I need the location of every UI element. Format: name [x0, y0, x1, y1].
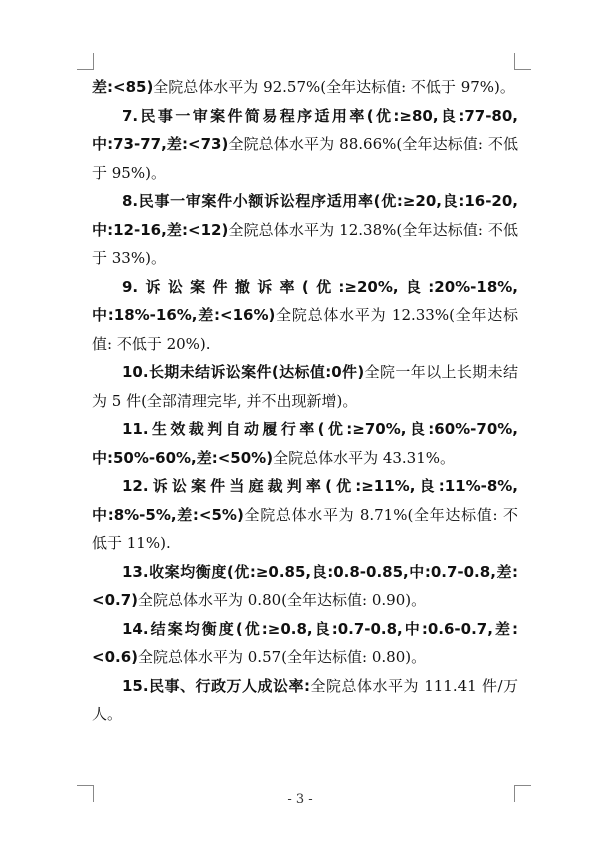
result-text: 全院总体水平为 88.66%(全年达标值: 不低于 95%)。: [92, 135, 518, 182]
result-text: 全院总体水平为 12.33%(全年达标值: 不低于 20%).: [92, 306, 518, 353]
document-body: [92, 73, 518, 729]
paragraph-item-9: [92, 273, 518, 359]
page-number: - 3 -: [287, 792, 313, 807]
paragraph-item-7: [92, 102, 518, 188]
criteria-text: 15.民事、行政万人成讼率:: [122, 676, 310, 695]
paragraph-item-12: [92, 472, 518, 558]
paragraph-item-8: [92, 187, 518, 273]
result-text: 全院总体水平为 8.71%(全年达标值: 不低于 11%).: [92, 505, 518, 552]
result-text: 全院总体水平为 12.38%(全年达标值: 不低于 33%)。: [92, 220, 518, 267]
criteria-text: 10.长期未结诉讼案件(达标值:0件): [122, 363, 365, 381]
criteria-text: 11.生效裁判自动履行率(优:≥70%,良:60%-70%,中:50%-60%,差:<50%): [92, 420, 518, 467]
criteria-text: 14.结案均衡度(优:≥0.8,良:0.7-0.8,中:0.6-0.7,差:<0.6): [92, 619, 518, 666]
criteria-text: 7.民事一审案件简易程序适用率(优:≥80,良:77-80,中:73-77,差:<73): [92, 106, 518, 153]
criteria-text: 8.民事一审案件小额诉讼程序适用率(优:≥20,良:16-20,中:12-16,差:<12): [92, 192, 518, 239]
result-text: 全院总体水平为 43.31%。: [273, 448, 456, 467]
paragraph-item-10: [92, 358, 518, 415]
result-text: 全院总体水平为 111.41 件/万人。: [92, 676, 518, 723]
result-text: 全院总体水平为 92.57%(全年达标值: 不低于 97%)。: [153, 78, 515, 96]
result-text: 全院总体水平为 0.57(全年达标值: 0.80)。: [138, 648, 427, 666]
crop-mark-top-left: [77, 53, 94, 70]
criteria-text: 9.诉讼案件撤诉率(优:≥20%,良:20%-18%,中:18%-16%,差:<16%): [92, 277, 518, 324]
result-text: 全院一年以上长期未结为 5 件(全部清理完毕, 并不出现新增)。: [92, 363, 518, 410]
criteria-text: 差:<85): [92, 78, 154, 96]
paragraph-item-11: [92, 415, 518, 472]
criteria-text: 12.诉讼案件当庭裁判率(优:≥11%,良:11%-8%,中:8%-5%,差:<5%): [92, 477, 518, 524]
crop-mark-top-right: [514, 53, 531, 70]
paragraph-item-13: [92, 558, 518, 615]
criteria-text: 13.收案均衡度(优:≥0.85,良:0.8-0.85,中:0.7-0.8,差:<0.7): [92, 562, 518, 609]
paragraph-item-14: [92, 615, 518, 672]
result-text: 全院总体水平为 0.80(全年达标值: 0.90)。: [138, 591, 427, 609]
paragraph-continuation: [92, 73, 518, 102]
paragraph-item-15: [92, 672, 518, 729]
